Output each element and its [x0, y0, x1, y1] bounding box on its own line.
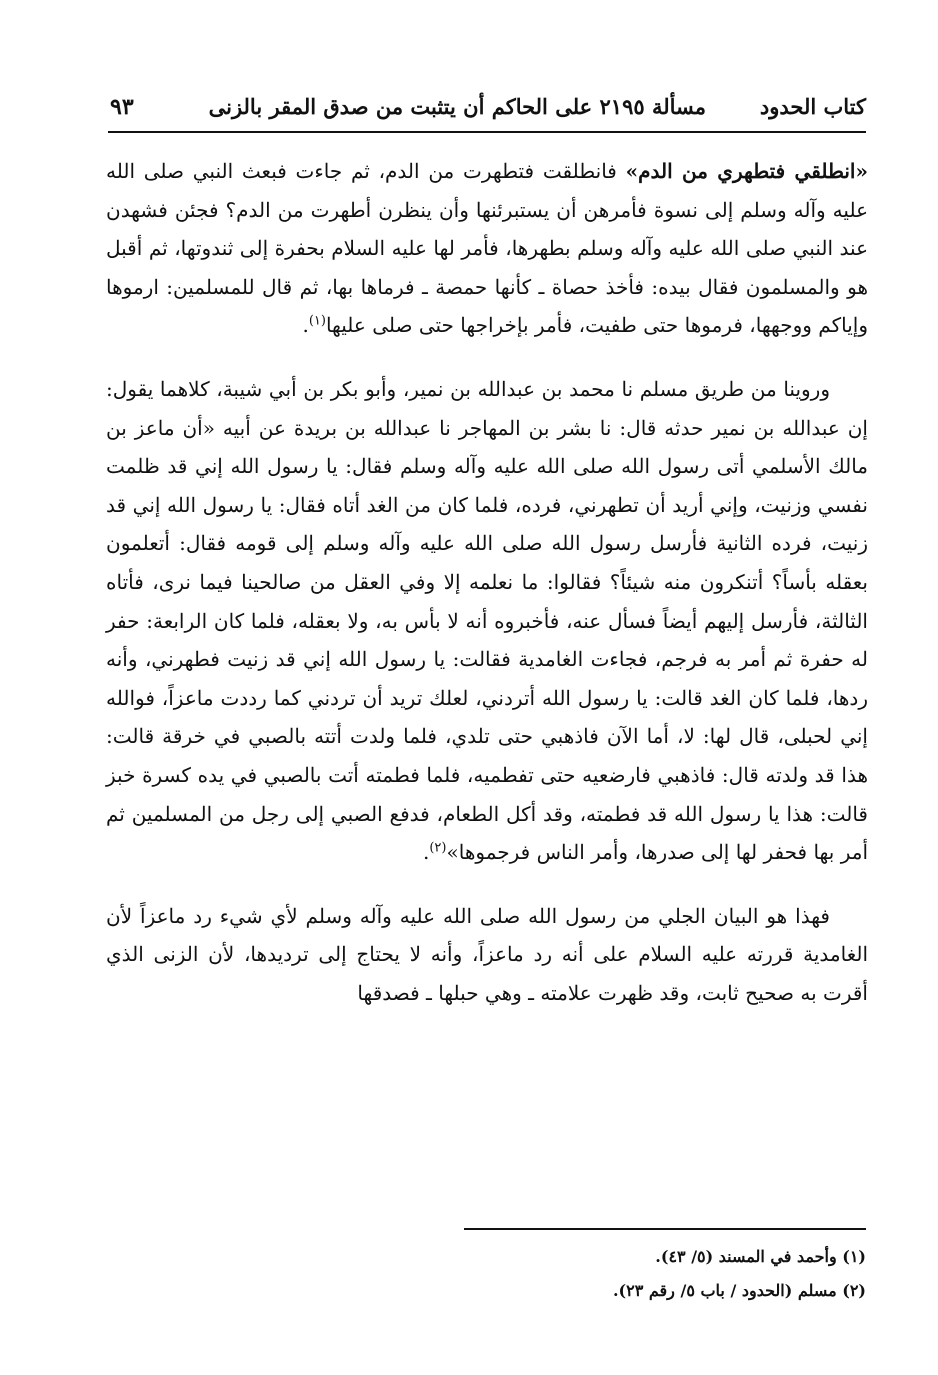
footnote-2: (٢) مسلم (الحدود / باب ٥/ رقم ٢٣). [612, 1281, 866, 1300]
page-header [108, 90, 866, 130]
paragraph-2-end: . [422, 840, 430, 865]
body-text [106, 152, 868, 1012]
footnote-rule [464, 1228, 866, 1230]
footnote-1: (١) وأحمد في المسند (٥/ ٤٣). [655, 1247, 866, 1266]
paragraph-1 [106, 152, 868, 345]
header-rule [108, 131, 866, 133]
footnote-ref-1[interactable]: (١) [308, 313, 326, 329]
page-number: ٩٣ [110, 94, 134, 120]
quote-bold: «انطلقي فتطهري من الدم» [625, 159, 868, 183]
paragraph-2 [106, 370, 868, 872]
footnote-ref-2[interactable]: (٢) [429, 840, 447, 856]
paragraph-3 [106, 897, 868, 1013]
header-section-title: مسألة ٢١٩٥ على الحاكم أن يتثبت من صدق المقر بالزنى [208, 94, 706, 119]
header-book-title: كتاب الحدود [759, 94, 866, 119]
paragraph-1-end: . [302, 313, 309, 338]
paragraph-3-text: فهذا هو البيان الجلي من رسول الله صلى الله عليه وآله وسلم لأي شيء رد ماعزاً لأن الغامدية قررته عليه السلام على أنه رد ماعزاً، وأنه لا يحتاج إلى ترديدها، لأن الزنى الذي أقرت به صحيح ثابت، وقد ظهرت علامته ـ وهي حبلها ـ فصدقها [106, 903, 868, 1005]
footnotes [106, 1240, 866, 1308]
paragraph-1-text: فانطلقت فتطهرت من الدم، ثم جاءت فبعث النبي صلى الله عليه وآله وسلم إلى نسوة فأمرهن أن يستبرئنها وأن ينظرن أطهرت من الدم؟ فجئن فشهدن عند النبي صلى الله عليه وآله وسلم بطهرها، فأمر لها عليه السلام بحفرة إلى ثندوتها، ثم أقبل هو والمسلمون فقال بيده: فأخذ حصاة ـ كأنها حمصة ـ فرماها بها، ثم قال للمسلمين: ارموها وإياكم ووجهها، فرموها حتى طفيت، فأمر بإخراجها حتى صلى عليها [106, 159, 868, 338]
paragraph-2-text: وروينا من طريق مسلم نا محمد بن عبدالله بن نمير، وأبو بكر بن أبي شيبة، كلاهما يقول: إن عبدالله بن نمير حدثه قال: نا بشر بن المهاجر نا عبدالله بن بريدة عن أبيه «أن ماعز بن مالك الأسلمي أتى رسول الله صلى الله عليه وآله وسلم فقال: يا رسول الله إني قد ظلمت نفسي وزنيت، وإني أريد أن تطهرني، فرده، فلما كان من الغد أتاه فقال: يا رسول الله إني قد زنيت، فرده الثانية فأرسل رسول الله صلى الله عليه وآله وسلم إلى قومه فقال: أتعلمون بعقله بأساً؟ أتنكرون منه شيئاً؟ فقالوا: ما نعلمه إلا وفي العقل من صالحينا فيما نرى، فأتاه الثالثة، فأرسل إليهم أيضاً فسأل عنه، فأخبروه أنه لا بأس به، ولا بعقله، فلما كان الرابعة: حفر له حفرة ثم أمر به فرجم، فجاءت الغامدية فقالت: يا رسول الله إني قد زنيت فطهرني، وأنه ردها، فلما كان الغد قالت: يا رسول الله أتردني، لعلك تريد أن تردني كما رددت ماعزاً، فوالله إني لحبلى، قال لها: لا، أما الآن فاذهبي حتى تلدي، فلما ولدت أتته بالصبي في خرقة قالت: هذا قد ولدته قال: فاذهبي فارضعيه حتى تفطميه، فلما فطمته أتت بالصبي في يده كسرة خبز قالت: هذا يا رسول الله قد فطمته، وقد أكل الطعام، فدفع الصبي إلى رجل من المسلمين ثم أمر بها فحفر لها إلى صدرها، وأمر الناس فرجموها» [106, 376, 868, 865]
